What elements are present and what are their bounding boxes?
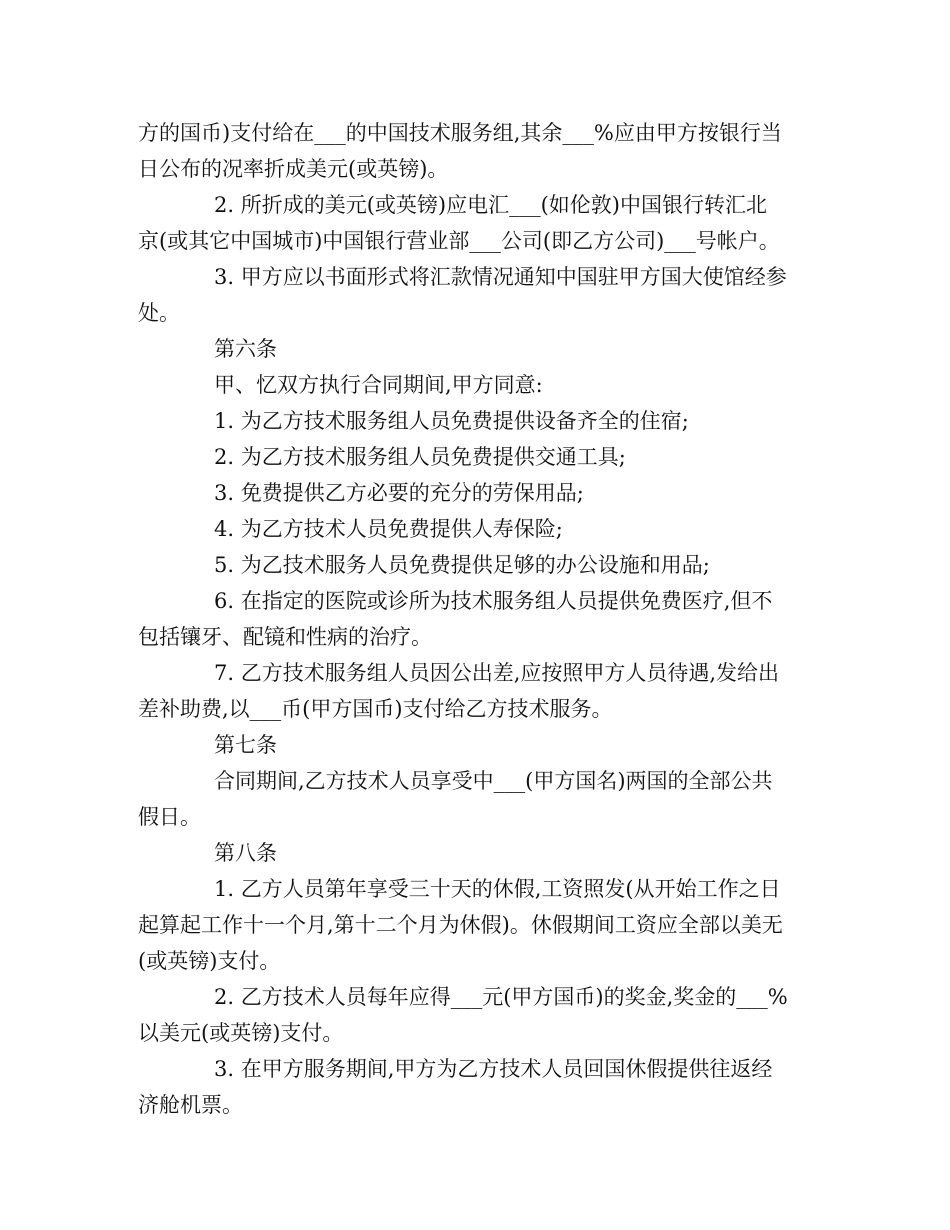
text-line: 京(或其它中国城市)中国银行营业部___公司(即乙方公司)___号帐户。: [138, 229, 780, 253]
text-line: 方的国币)支付给在___的中国技术服务组,其余___%应由甲方按银行当: [138, 121, 782, 145]
text-line: 假日。: [138, 805, 201, 829]
article-8-heading: 第八条: [214, 841, 277, 865]
article-8-item-1: 1. 乙方人员第年享受三十天的休假,工资照发(从开始工作之日: [214, 877, 781, 901]
text-line: 差补助费,以___币(甲方国币)支付给乙方技术服务。: [138, 697, 613, 721]
text-line: 日公布的况率折成美元(或英镑)。: [138, 157, 449, 181]
text-line: 处。: [138, 301, 180, 325]
article-6-item-3: 3. 免费提供乙方必要的充分的劳保用品;: [214, 481, 584, 505]
text-line: 以美元(或英镑)支付。: [138, 1021, 344, 1045]
article-6-item-2: 2. 为乙方技术服务组人员免费提供交通工具;: [214, 445, 626, 469]
article-7-body: 合同期间,乙方技术人员享受中___(甲方国名)两国的全部公共: [214, 769, 773, 793]
clause-2-line: 2. 所折成的美元(或英镑)应电汇___(如伦敦)中国银行转汇北: [214, 193, 767, 217]
article-6-item-7: 7. 乙方技术服务组人员因公出差,应按照甲方人员待遇,发给出: [214, 661, 780, 685]
text-line: (或英镑)支付。: [138, 949, 281, 973]
clause-3-line: 3. 甲方应以书面形式将汇款情况通知中国驻甲方国大使馆经参: [214, 265, 787, 289]
article-6-item-5: 5. 为乙技术服务人员免费提供足够的办公设施和用品;: [214, 553, 710, 577]
article-6-intro: 甲、忆双方执行合同期间,甲方同意:: [214, 373, 543, 397]
article-8-item-3: 3. 在甲方服务期间,甲方为乙方技术人员回国休假提供往返经: [214, 1057, 773, 1081]
article-6-item-1: 1. 为乙方技术服务组人员免费提供设备齐全的住宿;: [214, 409, 689, 433]
article-6-item-6: 6. 在指定的医院或诊所为技术服务组人员提供免费医疗,但不: [214, 589, 773, 613]
article-7-heading: 第七条: [214, 733, 277, 757]
article-6-item-4: 4. 为乙方技术人员免费提供人寿保险;: [214, 517, 563, 541]
article-8-item-2: 2. 乙方技术人员每年应得___元(甲方国币)的奖金,奖金的___%: [214, 985, 788, 1009]
text-line: 起算起工作十一个月,第十二个月为休假)。休假期间工资应全部以美无: [138, 913, 783, 937]
contract-text: [138, 115, 818, 1123]
text-line: 济舱机票。: [138, 1093, 243, 1117]
text-line: 包括镶牙、配镜和性病的治疗。: [138, 625, 432, 649]
article-6-heading: 第六条: [214, 337, 277, 361]
